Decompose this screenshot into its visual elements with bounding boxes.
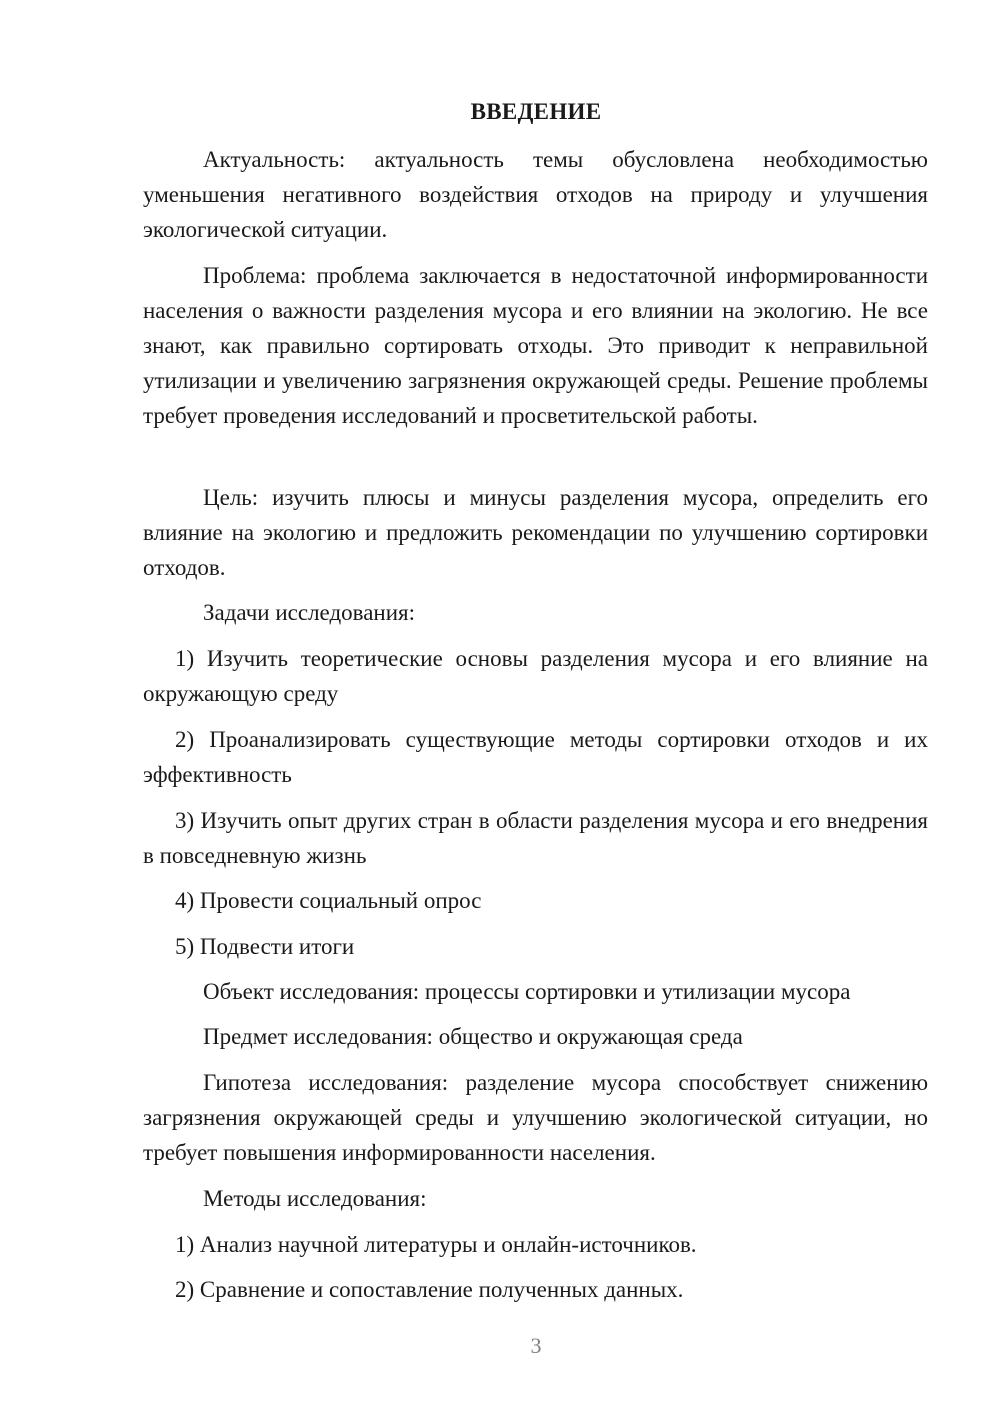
paragraph-relevance: Актуальность: актуальность темы обусловлена необходимостью уменьшения негативного воздействия отходов на природу и улучшения экологической ситуации. <box>143 147 928 242</box>
page-title: ВВЕДЕНИЕ <box>470 99 602 124</box>
paragraph-object: Объект исследования: процессы сортировки и утилизации мусора <box>203 979 851 1004</box>
list-item-method-1: 1) Анализ научной литературы и онлайн-источников. <box>175 1232 697 1257</box>
list-item-task-5: 5) Подвести итоги <box>175 934 355 959</box>
paragraph-subject: Предмет исследования: общество и окружающая среда <box>203 1024 743 1049</box>
paragraph-tasks-heading: Задачи исследования: <box>203 600 416 625</box>
list-item-task-4: 4) Провести социальный опрос <box>175 888 482 913</box>
paragraph-problem: Проблема: проблема заключается в недостаточной информированности населения о важности разделения мусора и его влиянии на экологию. Не все знают, как правильно сортировать отходы. Это приводит к неправильной утилизации и увеличению загрязнения окружающей среды. Решение проблемы требует проведения исследований и просветительской работы. <box>143 263 928 428</box>
page-number: 3 <box>530 1333 542 1358</box>
list-item-task-1: 1) Изучить теоретические основы разделения мусора и его влияние на окружающую среду <box>143 646 928 706</box>
list-item-task-2: 2) Проанализировать существующие методы сортировки отходов и их эффективность <box>143 727 928 787</box>
paragraph-hypothesis: Гипотеза исследования: разделение мусора способствует снижению загрязнения окружающей среды и улучшению экологической ситуации, но требует повышения информированности населения. <box>143 1070 928 1165</box>
paragraph-methods-heading: Методы исследования: <box>203 1186 427 1211</box>
list-item-method-2: 2) Сравнение и сопоставление полученных данных. <box>175 1277 684 1302</box>
list-item-task-3: 3) Изучить опыт других стран в области разделения мусора и его внедрения в повседневную жизнь <box>143 808 928 868</box>
paragraph-goal: Цель: изучить плюсы и минусы разделения мусора, определить его влияние на экологию и предложить рекомендации по улучшению сортировки отходов. <box>143 485 928 580</box>
